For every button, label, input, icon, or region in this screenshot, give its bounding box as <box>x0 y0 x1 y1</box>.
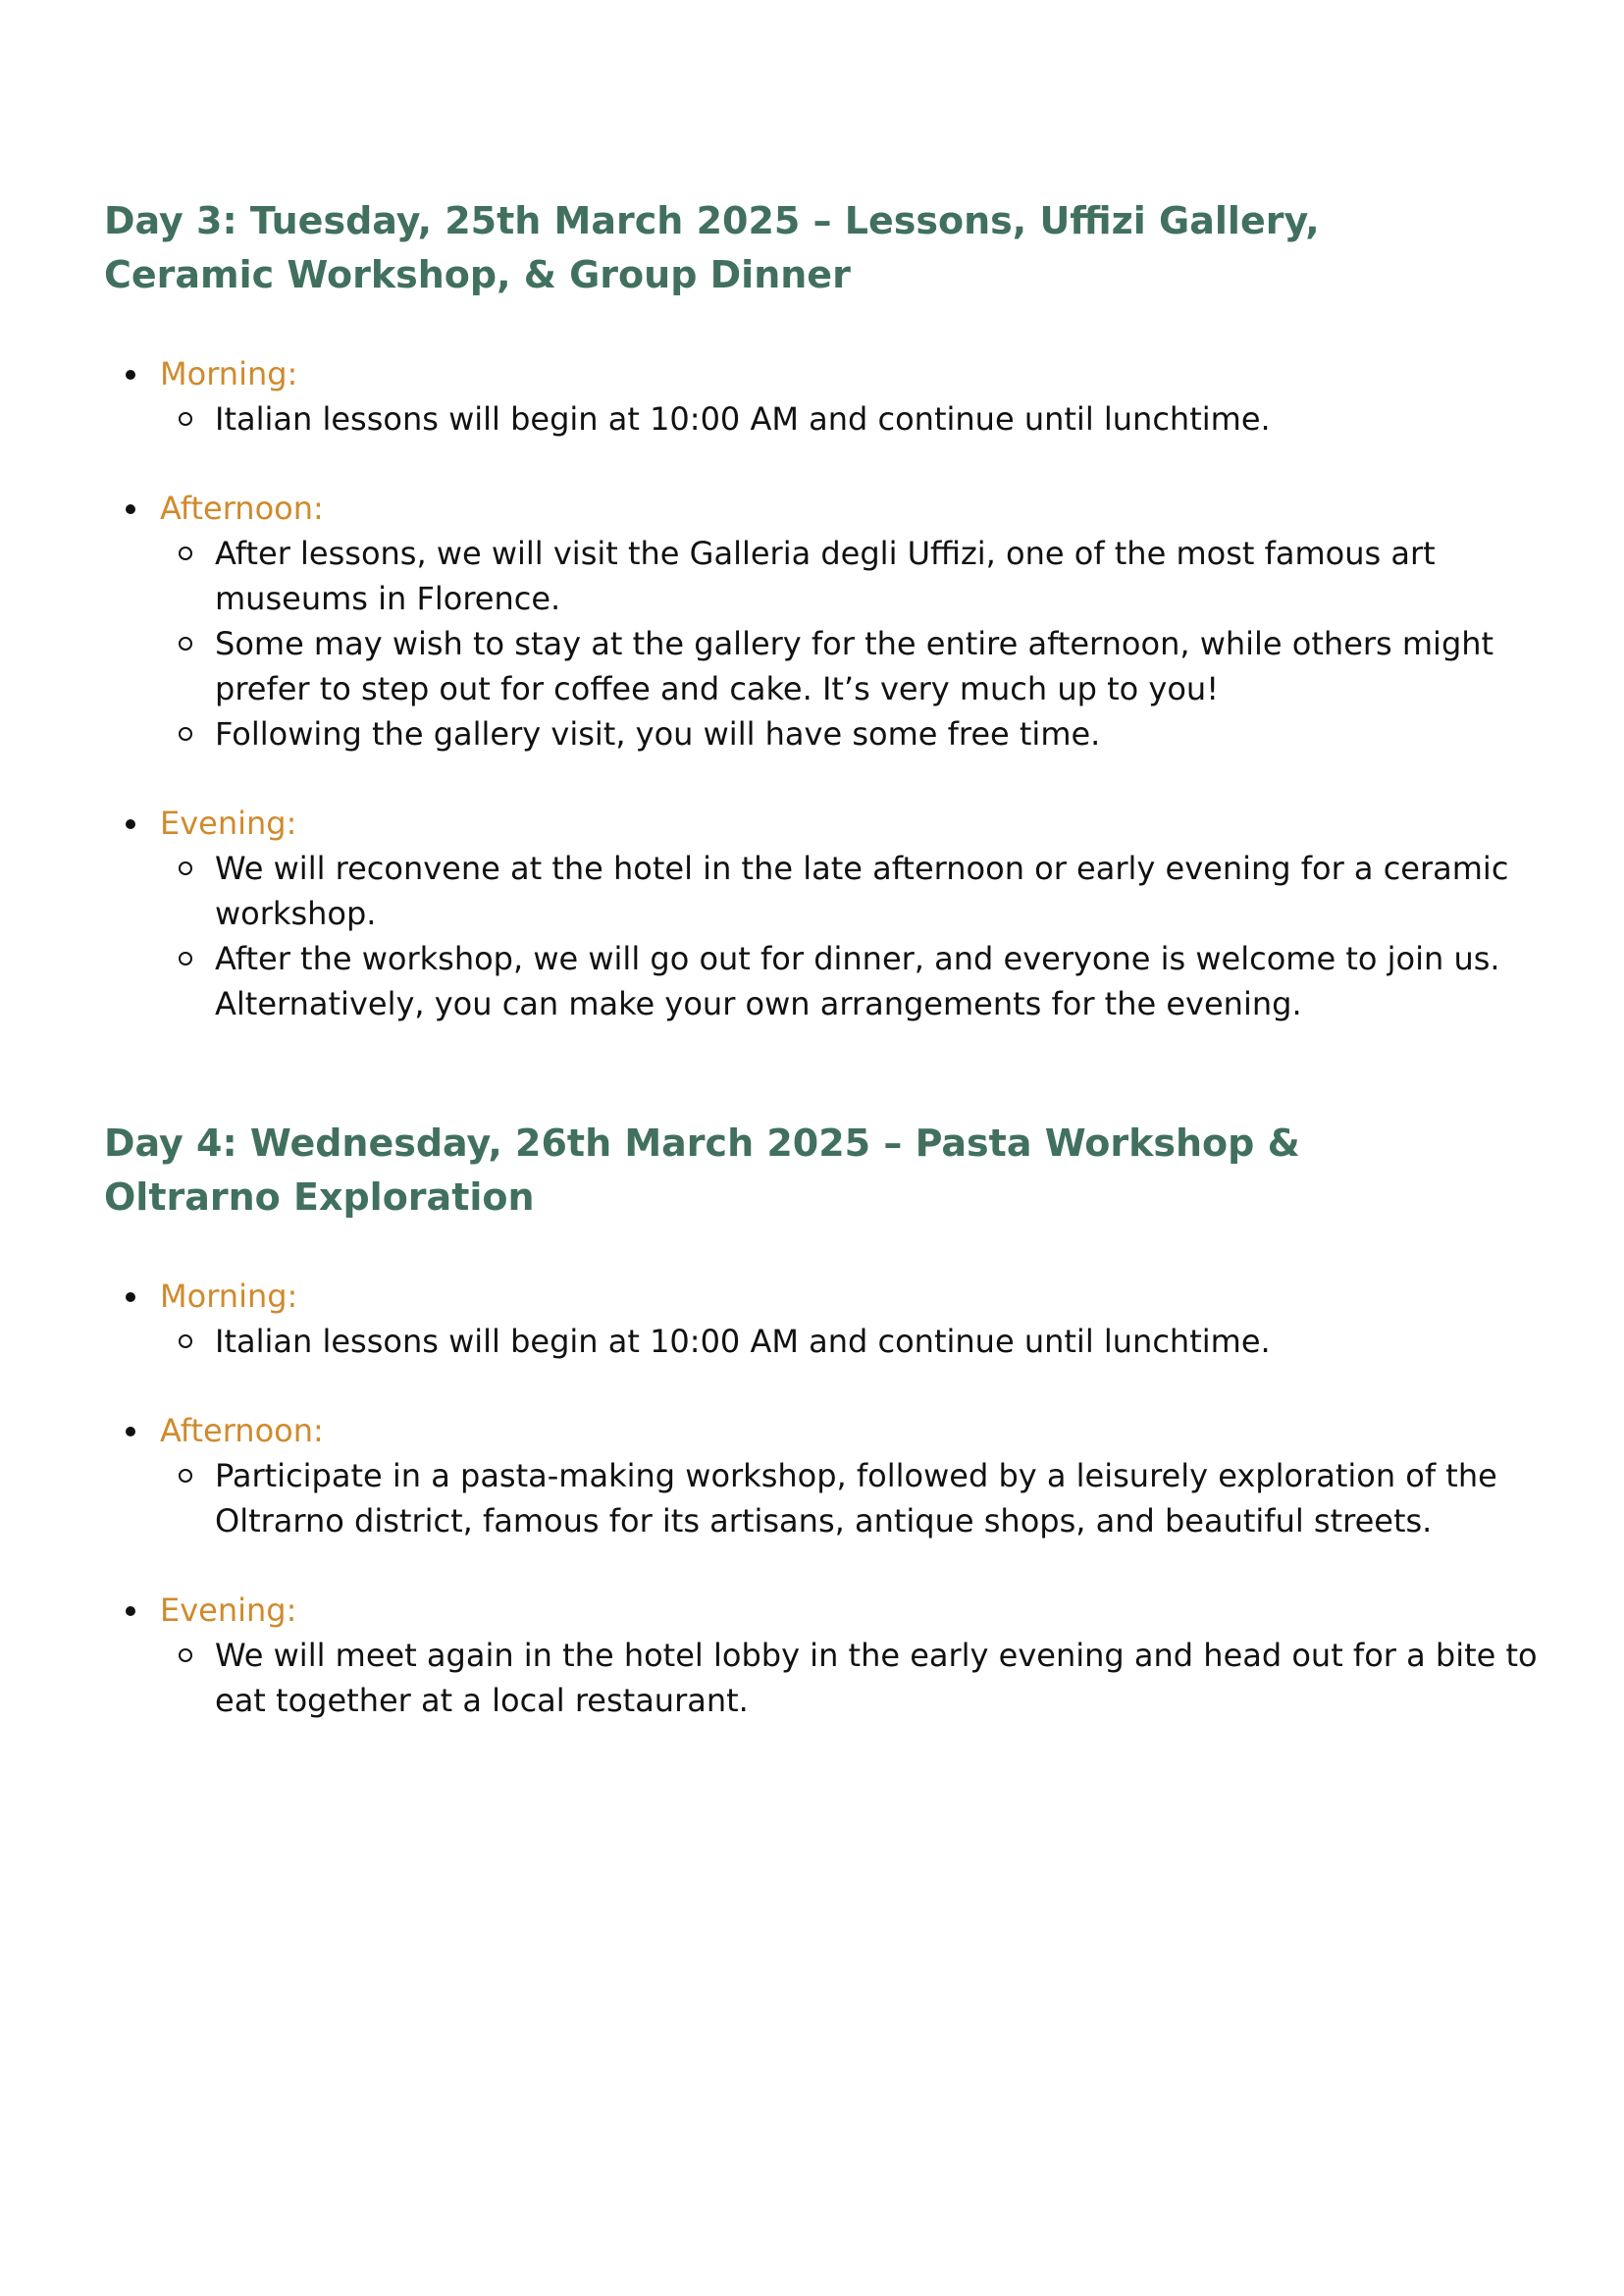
block-label: Evening: <box>104 801 1586 846</box>
activity-list <box>104 531 1586 757</box>
activity-list <box>104 396 1586 442</box>
evening-block <box>104 801 1586 1026</box>
list-item: After the workshop, we will go out for dinner, and everyone is welcome to join us. Alternatively, you can make your own arrangements for the evening. <box>104 936 1589 1026</box>
block-label: Afternoon: <box>104 1408 1586 1453</box>
list-item: After lessons, we will visit the Galleria degli Uffizi, one of the most famous art museums in Florence. <box>104 531 1589 621</box>
block-label: Morning: <box>104 1274 1586 1319</box>
activity-list <box>104 1633 1586 1723</box>
evening-block <box>104 1588 1586 1723</box>
list-item: Italian lessons will begin at 10:00 AM and continue until lunchtime. <box>104 1319 1589 1364</box>
list-item: Some may wish to stay at the gallery for the entire afternoon, while others might prefer to step out for coffee and cake. It’s very much up to you! <box>104 621 1589 711</box>
activity-list <box>104 1319 1586 1364</box>
block-label: Morning: <box>104 351 1586 396</box>
list-item: We will reconvene at the hotel in the late afternoon or early evening for a ceramic workshop. <box>104 846 1589 936</box>
day-3-section <box>104 194 1586 1070</box>
list-item: Following the gallery visit, you will have some free time. <box>104 711 1589 757</box>
block-label: Evening: <box>104 1588 1586 1633</box>
afternoon-block <box>104 1408 1586 1543</box>
activity-list <box>104 1453 1586 1543</box>
schedule-list <box>104 351 1586 1026</box>
list-item: We will meet again in the hotel lobby in the early evening and head out for a bite to eat together at a local restaurant. <box>104 1633 1589 1723</box>
afternoon-block <box>104 486 1586 757</box>
day-4-section <box>104 1117 1586 1767</box>
activity-list <box>104 846 1586 1026</box>
block-label: Afternoon: <box>104 486 1586 531</box>
day-heading: Day 4: Wednesday, 26th March 2025 – Pasta Workshop & Oltrarno Exploration <box>104 1122 1300 1219</box>
list-item: Italian lessons will begin at 10:00 AM and continue until lunchtime. <box>104 396 1589 442</box>
day-heading: Day 3: Tuesday, 25th March 2025 – Lessons, Uffizi Gallery, Ceramic Workshop, & Group Dinner <box>104 199 1320 296</box>
schedule-list <box>104 1274 1586 1723</box>
morning-block <box>104 1274 1586 1364</box>
morning-block <box>104 351 1586 442</box>
list-item: Participate in a pasta-making workshop, followed by a leisurely exploration of the Oltrarno district, famous for its artisans, antique shops, and beautiful streets. <box>104 1453 1589 1543</box>
